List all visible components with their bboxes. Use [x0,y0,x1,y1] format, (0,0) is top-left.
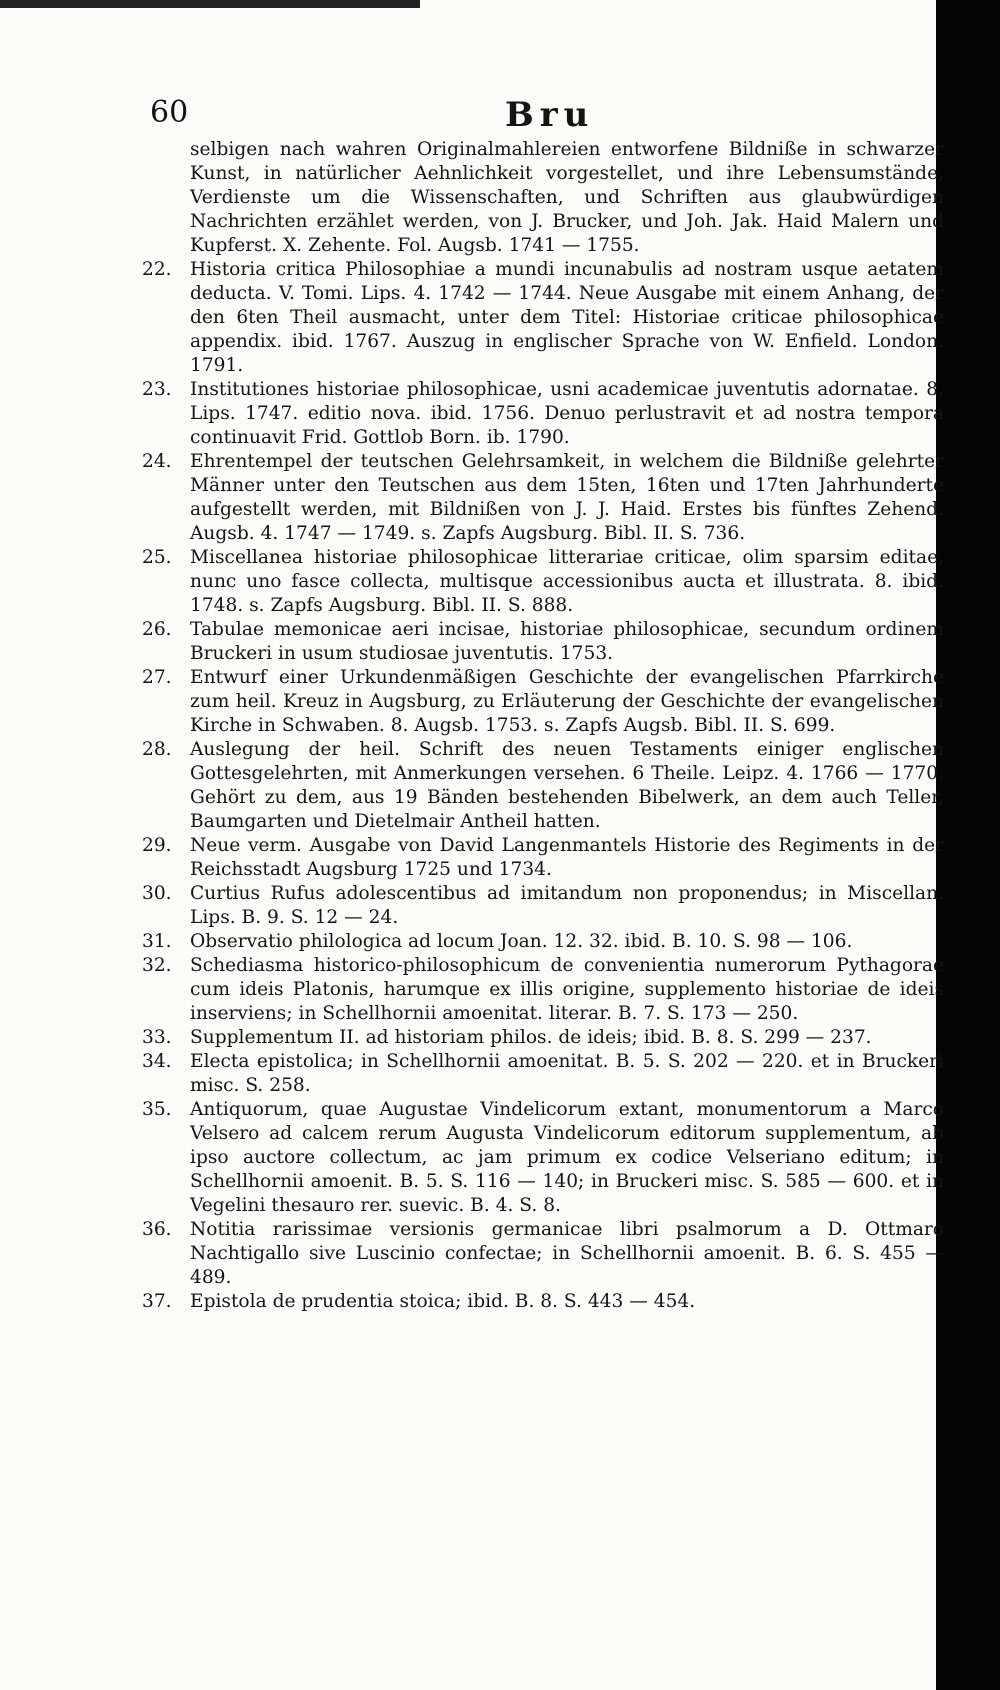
entry-number: 36. [142,1219,172,1240]
page-body [142,138,944,1314]
entry-text: Ehrentempel der teutschen Gelehrsamkeit, in welchem die Bildniße gelehrter Männer unter den Teutschen aus dem 15ten, 16ten und 17ten Jahrhunderte aufgestellt werden, mit Bildnißen von J. J. Haid. Erstes bis fünftes Zehend. Augsb. 4. 1747 — 1749. s. Zapfs Augsburg. Bibl. II. S. 736. [190,451,944,544]
entry-number: 27. [142,667,172,688]
entry-26 [142,618,944,666]
entry-text: Historia critica Philosophiae a mundi incunabulis ad nostram usque aetatem deducta. V. Tomi. Lips. 4. 1742 — 1744. Neue Ausgabe mit einem Anhang, der den 6ten Theil ausmacht, unter dem Titel: Historiae criticae philosophicae appendix. ibid. 1767. Auszug in englischer Sprache von W. Enfield. London. 1791. [190,259,944,376]
entry-number: 30. [142,883,172,904]
entry-number: 25. [142,547,172,568]
entry-text: Electa epistolica; in Schellhornii amoenitat. B. 5. S. 202 — 220. et in Bruckeri misc. S. 258. [190,1051,944,1096]
entry-text: Neue verm. Ausgabe von David Langenmantels Historie des Regiments in der Reichsstadt Augsburg 1725 und 1734. [190,835,944,880]
entry-29 [142,834,944,882]
entry-number: 28. [142,739,172,760]
entry-text: Curtius Rufus adolescentibus ad imitandum non proponendus; in Miscellan. Lips. B. 9. S. 12 — 24. [190,883,944,928]
entry-number: 32. [142,955,172,976]
page-number: 60 [150,95,189,130]
entry-text: Antiquorum, quae Augustae Vindelicorum extant, monumentorum a Marco Velsero ad calcem rerum Augusta Vindelicorum editorum supplementum, ab ipso auctore collectum, ac jam primum ex codice Velseriano editum; in Schellhornii amoenit. B. 5. S. 116 — 140; in Bruckeri misc. S. 585 — 600. et in Vegelini thesauro rer. suevic. B. 4. S. 8. [190,1099,944,1216]
entry-text: Notitia rarissimae versionis germanicae libri psalmorum a D. Ottmaro Nachtigallo sive Luscinio confectae; in Schellhornii amoenit. B. 6. S. 455 — 489. [190,1219,944,1288]
entry-text: Schediasma historico-philosophicum de convenientia numerorum Pythagorae cum ideis Platonis, harumque ex illis origine, supplemento historiae de ideis inserviens; in Schellhornii amoenitat. literar. B. 7. S. 173 — 250. [190,955,944,1024]
entry-text: Entwurf einer Urkundenmäßigen Geschichte der evangelischen Pfarrkirche zum heil. Kreuz in Augsburg, zu Erläuterung der Geschichte der evangelischen Kirche in Schwaben. 8. Augsb. 1753. s. Zapfs Augsb. Bibl. II. S. 699. [190,667,944,736]
entry-35 [142,1098,944,1218]
entry-text: Observatio philologica ad locum Joan. 12. 32. ibid. B. 10. S. 98 — 106. [190,931,853,952]
entry-text: Supplementum II. ad historiam philos. de ideis; ibid. B. 8. S. 299 — 237. [190,1027,872,1048]
entry-34 [142,1050,944,1098]
entry-number: 35. [142,1099,172,1120]
entry-23 [142,378,944,450]
running-head: Bru [505,95,595,135]
entry-text: Tabulae memonicae aeri incisae, historiae philosophicae, secundum ordinem Bruckeri in usum studiosae juventutis. 1753. [190,619,944,664]
entry-25 [142,546,944,618]
entry-22 [142,258,944,378]
entry-28 [142,738,944,834]
entry-31 [142,930,944,954]
entry-text: Miscellanea historiae philosophicae litterariae criticae, olim sparsim editae, nunc uno fasce collecta, multisque accessionibus aucta et illustrata. 8. ibid. 1748. s. Zapfs Augsburg. Bibl. II. S. 888. [190,547,944,616]
entry-number: 34. [142,1051,172,1072]
entry-text: Epistola de prudentia stoica; ibid. B. 8. S. 443 — 454. [190,1291,696,1312]
entry-27 [142,666,944,738]
entry-number: 26. [142,619,172,640]
entry-number: 29. [142,835,172,856]
entry-number: 22. [142,259,172,280]
entry-36 [142,1218,944,1290]
entry-30 [142,882,944,930]
entry-text: selbigen nach wahren Originalmahlereien entworfene Bildniße in schwarzer Kunst, in natürlicher Aehnlichkeit vorgestellet, und ihre Lebensumstände, Verdienste um die Wissenschaften, und Schriften aus glaubwürdigen Nachrichten erzählet werden, von J. Brucker, und Joh. Jak. Haid Malern und Kupferst. X. Zehente. Fol. Augsb. 1741 — 1755. [190,139,944,256]
entry-text: Institutiones historiae philosophicae, usni academicae juventutis adornatae. 8. Lips. 1747. editio nova. ibid. 1756. Denuo perlustravit et ad nostra tempora continuavit Frid. Gottlob Born. ib. 1790. [190,379,944,448]
entry-33 [142,1026,944,1050]
entry-24 [142,450,944,546]
entry-continued [142,138,944,258]
entry-37 [142,1290,944,1314]
entry-32 [142,954,944,1026]
entry-number: 31. [142,931,172,952]
entry-number: 23. [142,379,172,400]
entry-number: 33. [142,1027,172,1048]
entry-text: Auslegung der heil. Schrift des neuen Testaments einiger englischen Gottesgelehrten, mit Anmerkungen versehen. 6 Theile. Leipz. 4. 1766 — 1770. Gehört zu dem, aus 19 Bänden bestehenden Bibelwerk, an dem auch Teller, Baumgarten und Dietelmair Antheil hatten. [190,739,944,832]
entry-number: 37. [142,1291,172,1312]
top-rule [0,0,420,8]
entry-number: 24. [142,451,172,472]
